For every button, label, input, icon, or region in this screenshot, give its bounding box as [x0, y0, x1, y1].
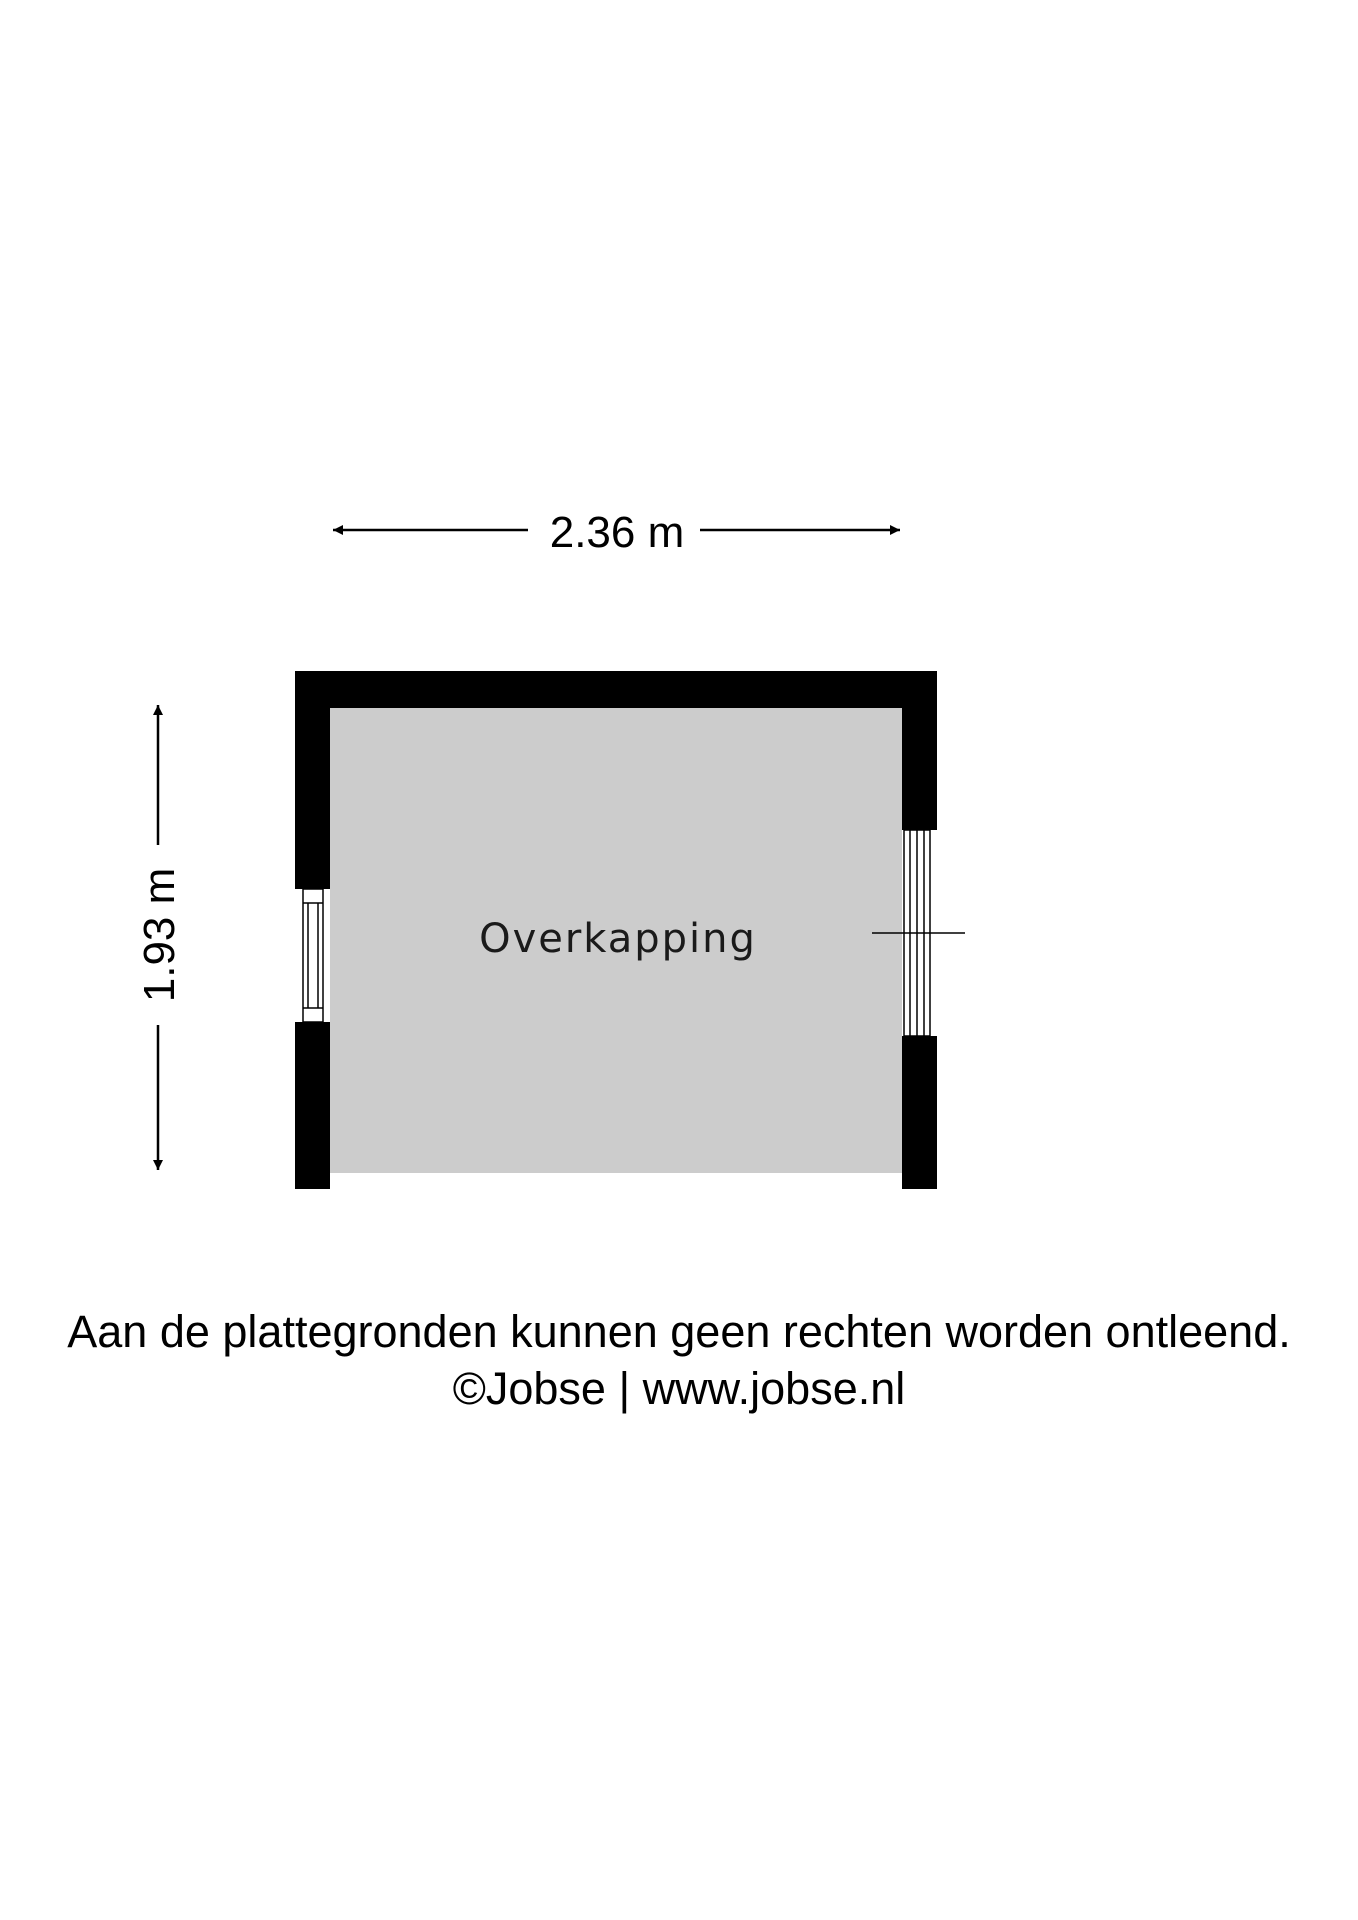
wall-top: [295, 671, 937, 708]
wall-right-lower: [902, 1036, 937, 1189]
wall-left-lower: [295, 1022, 330, 1189]
disclaimer-text: Aan de plattegronden kunnen geen rechten worden ontleend.: [67, 1306, 1291, 1357]
room-label: Overkapping: [479, 916, 757, 962]
width-dimension: [333, 508, 900, 557]
width-dimension-label: 2.36 m: [549, 508, 685, 557]
window-left: [303, 889, 323, 1022]
copyright-text: ©Jobse | www.jobse.nl: [452, 1363, 906, 1414]
depth-dimension: [135, 705, 184, 1170]
depth-dimension-label: 1.93 m: [135, 867, 184, 1003]
wall-right-upper: [902, 671, 937, 830]
wall-left-upper: [295, 671, 330, 889]
